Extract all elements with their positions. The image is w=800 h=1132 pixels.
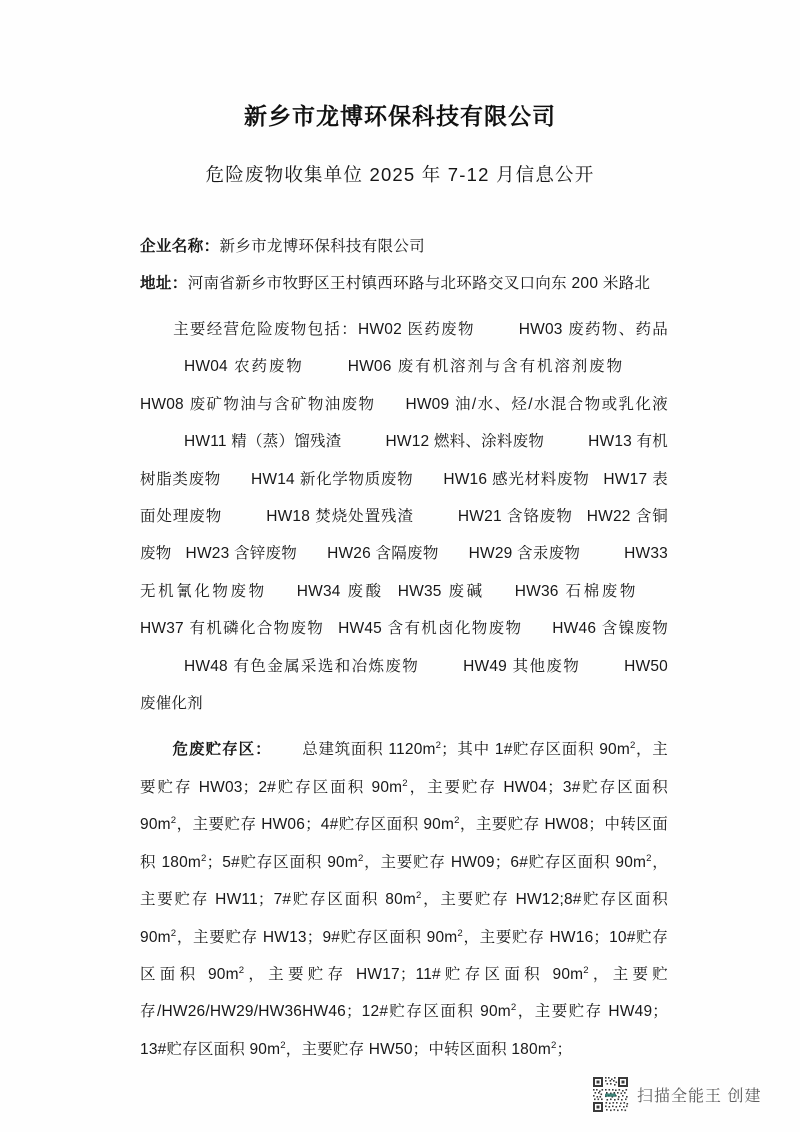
waste-item: HW18 焚烧处置残渣 (266, 508, 414, 526)
document-body (140, 228, 668, 1068)
storage-zone-entry: 5#贮存区面积 $90m^2$，主要贮存 HW09； (222, 852, 511, 871)
waste-item: HW13 有机树脂类废物 (140, 433, 668, 488)
waste-item: HW21 含铬废物 (457, 508, 573, 526)
waste-item: HW12 燃料、涂料废物 (385, 433, 545, 451)
field-address-label: 地址： (140, 275, 188, 292)
waste-item: HW33 无机氰化物废物 (140, 545, 669, 600)
storage-zone-list (140, 741, 668, 1057)
waste-item: HW45 含有机卤化物废物 (338, 620, 523, 638)
field-address-value: 河南省新乡市牧野区王村镇西环路与北环路交叉口向东 200 米路北 (187, 275, 651, 292)
waste-item: HW11 精（蒸）馏残渣 (184, 433, 342, 451)
waste-lead-text: 主要经营危险废物包括： (172, 321, 359, 338)
storage-zone-entry: 1#贮存区面积 $90m^2$，主要贮存 HW03； (140, 740, 668, 796)
storage-label: 危废贮存区： (172, 741, 272, 759)
waste-item: HW34 废酸 (296, 582, 384, 600)
document-subtitle: 危险废物收集单位 2025 年 7-12 月信息公开 (205, 164, 595, 185)
waste-item: HW50 废催化剂 (140, 657, 669, 713)
storage-zone-entry: 2#贮存区面积 $90m^2$，主要贮存 HW04； (258, 777, 563, 796)
storage-zone-entry: 11#贮存区面积 $90m^2$，主要贮存/HW26/HW29/HW36HW46； (140, 964, 668, 1021)
waste-item: HW36 石棉废物 (514, 582, 638, 600)
waste-item: HW46 含镍废物 (552, 620, 668, 638)
waste-item: HW35 废碱 (397, 582, 485, 600)
waste-item: HW26 含隔废物 (327, 545, 439, 563)
storage-area-paragraph (140, 731, 668, 1068)
storage-zone-entry: 3#贮存区面积 $90m^2$，主要贮存 HW06； (140, 778, 668, 834)
storage-detail-lead: 其中 (456, 741, 490, 759)
storage-zone-entry: 6#贮存区面积 $90m^2$，主要贮存 HW11； (140, 852, 669, 909)
waste-item: HW16 感光材料废物 (443, 470, 590, 488)
storage-zone-entry: 7#贮存区面积 $80m^2$，主要贮存 HW12; (273, 889, 564, 909)
camscanner-watermark (592, 1076, 761, 1113)
waste-item: HW49 其他废物 (463, 657, 581, 675)
storage-zone-entry: 9#贮存区面积 $90m^2$，主要贮存 HW16； (322, 927, 610, 946)
field-company-name-label: 企业名称： (140, 238, 220, 255)
waste-item: HW22 含铜废物 (140, 508, 668, 563)
waste-item: HW37 有机磷化合物废物 (140, 620, 325, 638)
storage-zone-entry: 10#贮存区面积 $90m^2$，主要贮存 HW17； (140, 928, 668, 983)
watermark-text: 扫描全能王 创建 (637, 1088, 762, 1105)
field-address (140, 265, 668, 302)
field-company-name (140, 228, 668, 265)
waste-item: HW09 油/水、烃/水混合物或乳化液 (405, 395, 668, 413)
storage-zone-entry: 中转区面积 $180m^2$； (140, 816, 668, 871)
waste-item: HW08 废矿物油与含矿物油废物 (140, 395, 376, 413)
storage-zone-entry: 8#贮存区面积 $90m^2$，主要贮存 HW13； (140, 891, 668, 946)
waste-item: HW06 废有机溶剂与含有机溶剂废物 (347, 358, 624, 376)
waste-types-paragraph (140, 311, 668, 722)
qr-code-icon (592, 1076, 629, 1113)
waste-item: HW29 含汞废物 (468, 545, 581, 563)
waste-item: HW03 废药物、药品 (518, 321, 669, 338)
storage-total-area: 总建筑面积 $1120m^2$； (301, 740, 457, 759)
document-title: 新乡市龙博环保科技有限公司 (244, 103, 556, 129)
storage-zone-entry: 中转区面积 $180m^2$； (428, 1039, 573, 1058)
storage-zone-entry: 13#贮存区面积 $90m^2$，主要贮存 HW50； (140, 1039, 429, 1058)
waste-item: HW14 新化学物质废物 (251, 470, 414, 488)
storage-zone-entry: 12#贮存区面积 $90m^2$，主要贮存 HW49； (361, 1002, 668, 1021)
waste-item: HW02 医药废物 (358, 321, 475, 338)
waste-item: HW04 农药废物 (184, 358, 304, 376)
waste-item: HW23 含锌废物 (185, 545, 298, 563)
waste-item: HW17 表面处理废物 (140, 470, 668, 526)
waste-item: HW48 有色金属采选和冶炼废物 (184, 657, 420, 675)
storage-zone-entry: 4#贮存区面积 $90m^2$，主要贮存 HW08； (320, 815, 605, 834)
field-company-name-value: 新乡市龙博环保科技有限公司 (219, 238, 425, 255)
